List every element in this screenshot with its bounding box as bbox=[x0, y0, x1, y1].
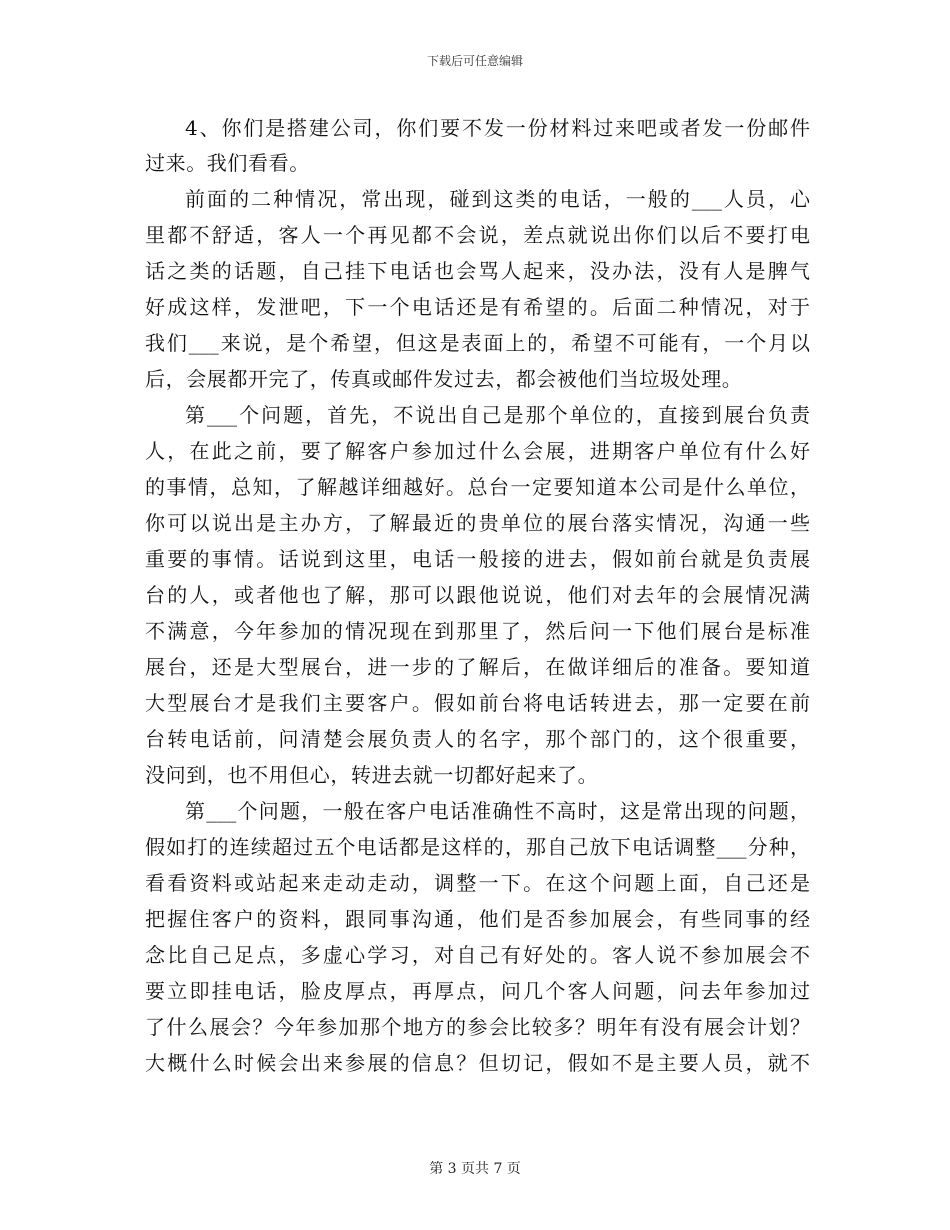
text-line: 台的人，或者他也了解，那可以跟他说说，他们对去年的会展情况满 bbox=[145, 583, 810, 607]
text-line: 第___个问题，一般在客户电话准确性不高时，这是常出现的问题， bbox=[185, 799, 810, 823]
text-line: 你可以说出是主办方，了解最近的贵单位的展台落实情况，沟通一些 bbox=[145, 511, 810, 535]
text-line: 的事情，总知，了解越详细越好。总台一定要知道本公司是什么单位， bbox=[145, 475, 810, 499]
text-line: 大概什么时候会出来参展的信息？但切记，假如不是主要人员，就不 bbox=[145, 1051, 810, 1075]
page-number-footer: 第 3 页共 7 页 bbox=[429, 1161, 521, 1177]
text-line: 了什么展会？今年参加那个地方的参会比较多？明年有没有展会计划？ bbox=[145, 1015, 810, 1039]
text-line: 没问到，也不用但心，转进去就一切都好起来了。 bbox=[145, 763, 599, 787]
text-line: 假如打的连续超过五个电话都是这样的，那自己放下电话调整___分种， bbox=[145, 835, 810, 859]
text-line: 不满意，今年参加的情况现在到那里了，然后问一下他们展台是标准 bbox=[145, 619, 810, 643]
text-line: 展台，还是大型展台，进一步的了解后，在做详细后的准备。要知道 bbox=[145, 655, 810, 679]
text-line: 话之类的话题，自己挂下电话也会骂人起来，没办法，没有人是脾气 bbox=[145, 259, 810, 283]
text-line: 人，在此之前，要了解客户参加过什么会展，进期客户单位有什么好 bbox=[145, 439, 810, 463]
text-line: 重要的事情。话说到这里，电话一般接的进去，假如前台就是负责展 bbox=[145, 547, 810, 571]
text-line: 好成这样，发泄吧，下一个电话还是有希望的。后面二种情况，对于 bbox=[145, 295, 810, 319]
text-line: 后，会展都开完了，传真或邮件发过去，都会被他们当垃圾处理。 bbox=[145, 367, 743, 391]
text-line: 念比自己足点，多虚心学习，对自己有好处的。客人说不参加展会不 bbox=[145, 943, 810, 967]
text-line: 第___个问题，首先，不说出自己是那个单位的，直接到展台负责 bbox=[185, 403, 810, 427]
text-line: 前面的二种情况，常出现，碰到这类的电话，一般的___人员，心 bbox=[185, 187, 810, 211]
text-line: 我们___来说，是个希望，但这是表面上的，希望不可能有，一个月以 bbox=[145, 331, 810, 355]
text-line: 台转电话前，问清楚会展负责人的名字，那个部门的，这个很重要， bbox=[145, 727, 810, 751]
text-line: 把握住客户的资料，跟同事沟通，他们是否参加展会，有些同事的经 bbox=[145, 907, 810, 931]
text-line: 看看资料或站起来走动走动，调整一下。在这个问题上面，自己还是 bbox=[145, 871, 810, 895]
text-line: 4、你们是搭建公司，你们要不发一份材料过来吧或者发一份邮件 bbox=[185, 116, 810, 140]
text-line: 要立即挂电话，脸皮厚点，再厚点，问几个客人问题，问去年参加过 bbox=[145, 979, 810, 1003]
page-header: 下载后可任意编辑 bbox=[426, 54, 523, 68]
text-line: 过来。我们看看。 bbox=[145, 151, 310, 175]
text-line: 大型展台才是我们主要客户。假如前台将电话转进去，那一定要在前 bbox=[145, 691, 810, 715]
text-line: 里都不舒适，客人一个再见都不会说，差点就说出你们以后不要打电 bbox=[145, 223, 810, 247]
